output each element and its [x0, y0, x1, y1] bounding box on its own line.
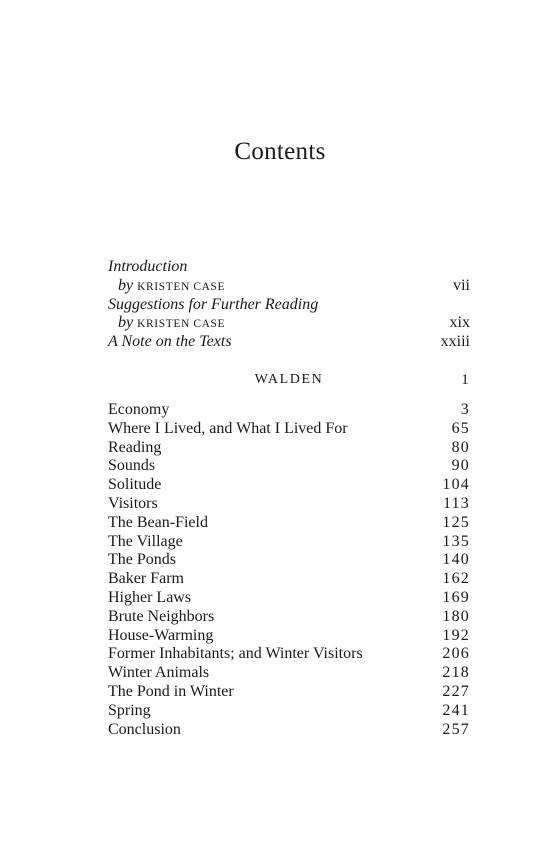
- toc-entry-title: Economy: [108, 401, 170, 418]
- toc-entry-title: Introduction: [108, 258, 188, 275]
- byline-author: KRISTEN CASE: [137, 318, 226, 331]
- toc-entry: [108, 514, 470, 533]
- toc-entry: [108, 457, 470, 476]
- toc-entry-title: Former Inhabitants; and Winter Visitors: [108, 645, 363, 663]
- toc-entry: [108, 645, 470, 664]
- toc-entry-introduction: [108, 258, 470, 277]
- toc-entry: [108, 439, 470, 458]
- toc-entry-page: 162: [442, 570, 470, 588]
- toc-entry-note-on-texts: [108, 333, 470, 352]
- toc-entry-page: 218: [442, 664, 470, 682]
- toc-entry: [108, 570, 470, 589]
- section-heading-row: [108, 372, 470, 392]
- toc-entry-title: Reading: [108, 438, 162, 456]
- toc-entry: [108, 702, 470, 721]
- toc-entry-suggestions-byline: [108, 314, 470, 333]
- page-title: Contents: [234, 138, 326, 165]
- toc-entry-byline: [108, 277, 225, 297]
- toc-entry-page: 104: [442, 476, 470, 494]
- toc-entry-page: 192: [442, 626, 470, 644]
- toc-entry: [108, 533, 470, 552]
- toc-entry-title: Winter Animals: [108, 664, 210, 682]
- toc-entry: [108, 420, 470, 439]
- toc-entry: [108, 627, 470, 646]
- toc-entry-page: 135: [442, 532, 470, 550]
- toc-entry-page: vii: [453, 276, 470, 294]
- toc-entry-title: Higher Laws: [108, 588, 192, 606]
- toc-entry-title: Spring: [108, 701, 151, 719]
- toc-entry-title: Suggestions for Further Reading: [108, 295, 319, 313]
- toc-entry-title: A Note on the Texts: [108, 333, 232, 351]
- toc-entry-title: Where I Lived, and What I Lived For: [108, 419, 348, 437]
- toc-entry-byline: [108, 314, 225, 334]
- toc-entry: [108, 401, 470, 420]
- toc-entry-title: The Pond in Winter: [108, 682, 234, 700]
- chapter-list: [108, 401, 470, 739]
- toc-entry-title: Visitors: [108, 494, 158, 512]
- toc-entry: [108, 551, 470, 570]
- toc-entry-page: 180: [442, 607, 470, 625]
- section-page-number: 1: [461, 372, 470, 388]
- toc-entry: [108, 683, 470, 702]
- toc-entry-title: Sounds: [108, 457, 156, 475]
- toc-entry-title: Brute Neighbors: [108, 607, 215, 625]
- toc-entry-page: 113: [442, 494, 470, 512]
- toc-entry-page: xxiii: [440, 333, 470, 351]
- toc-entry-page: 125: [442, 513, 470, 531]
- toc-entry-title: Baker Farm: [108, 570, 184, 588]
- toc-entry-title: Solitude: [108, 476, 162, 494]
- toc-entry-page: 227: [442, 682, 470, 700]
- toc-entry: [108, 589, 470, 608]
- toc-entry-page: 3: [460, 401, 470, 418]
- toc-entry: [108, 721, 470, 740]
- toc-entry: [108, 664, 470, 683]
- section-heading: WALDEN: [254, 372, 324, 387]
- byline-by: by: [118, 276, 134, 294]
- toc-entry-title: House-Warming: [108, 626, 214, 644]
- toc-entry-title: The Ponds: [108, 551, 176, 569]
- toc-entry-title: The Bean-Field: [108, 513, 208, 531]
- toc-entry: [108, 608, 470, 627]
- toc-entry: [108, 476, 470, 495]
- toc-entry-page: 140: [442, 551, 470, 569]
- toc-entry: [108, 495, 470, 514]
- toc-entry-page: xix: [449, 314, 470, 332]
- toc-entry-suggestions: [108, 296, 470, 315]
- toc-entry-page: 169: [442, 588, 470, 606]
- toc-entry-page: 257: [442, 720, 470, 738]
- toc-entry-title: Conclusion: [108, 720, 181, 738]
- toc-entry-page: 241: [442, 701, 470, 719]
- toc-entry-introduction-byline: [108, 277, 470, 296]
- byline-by: by: [118, 314, 134, 332]
- toc-entry-page: 80: [451, 438, 470, 456]
- toc-entry-page: 65: [451, 419, 470, 437]
- front-matter-list: [108, 258, 470, 352]
- toc-entry-page: 90: [451, 457, 470, 475]
- toc-entry-page: 206: [442, 645, 470, 663]
- toc-entry-title: The Village: [108, 532, 183, 550]
- byline-author: KRISTEN CASE: [137, 280, 226, 293]
